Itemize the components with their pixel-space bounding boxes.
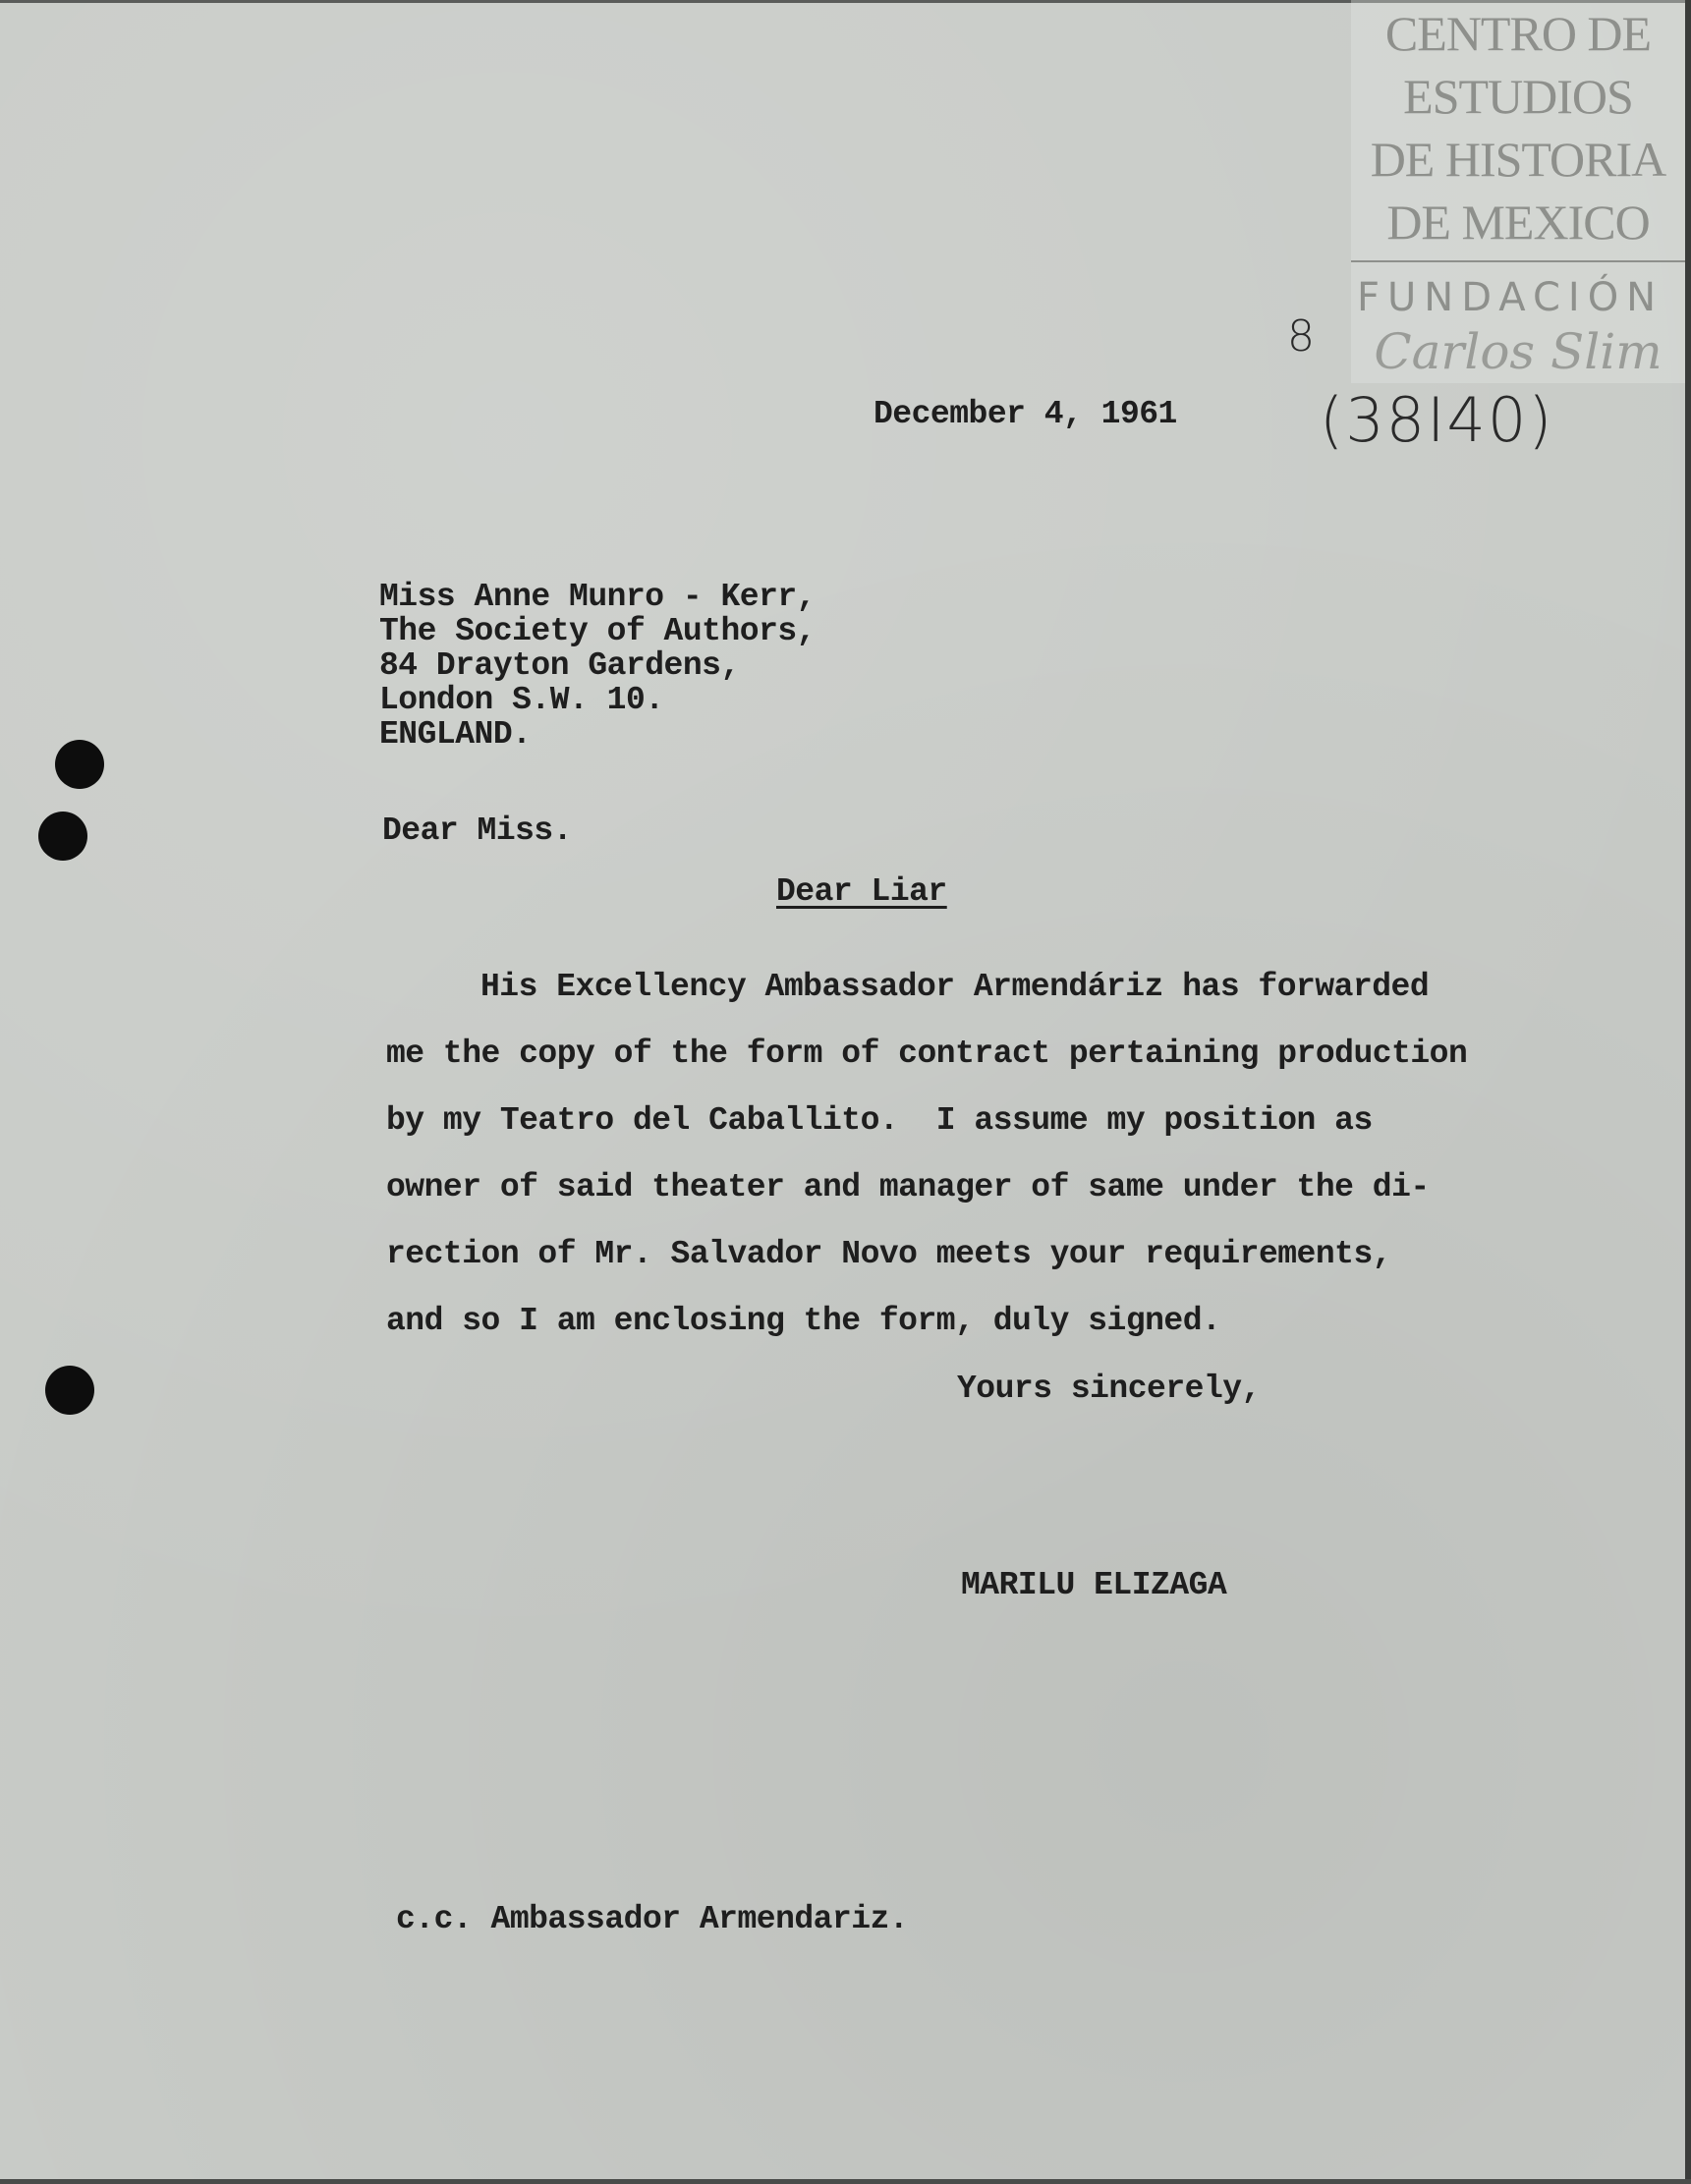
body-line: rection of Mr. Salvador Novo meets your requirements, <box>386 1236 1392 1272</box>
body-line: by my Teatro del Caballito. I assume my position as <box>386 1102 1373 1139</box>
body-line: me the copy of the form of contract pertaining production <box>386 1036 1468 1072</box>
stamp-line: DE HISTORIA <box>1370 132 1666 187</box>
stamp-foundation: FUNDACIÓN <box>1357 275 1664 320</box>
closing: Yours sincerely, <box>957 1371 1261 1407</box>
letter-date: December 4, 1961 <box>874 396 1177 432</box>
subject-heading: Dear Liar <box>776 873 947 910</box>
body-line: and so I am enclosing the form, duly signed. <box>386 1303 1221 1339</box>
punch-hole <box>55 740 104 789</box>
address-line: Miss Anne Munro - Kerr, <box>379 579 816 615</box>
carbon-copy-line: c.c. Ambassador Armendariz. <box>396 1901 909 1937</box>
address-line: ENGLAND. <box>379 716 532 753</box>
stamp-line: CENTRO DE <box>1384 6 1652 61</box>
address-line: London S.W. 10. <box>379 682 664 718</box>
address-line: The Society of Authors, <box>379 613 816 649</box>
address-line: 84 Drayton Gardens, <box>379 647 740 684</box>
archive-stamp-watermark <box>1351 0 1685 383</box>
body-line: His Excellency Ambassador Armendáriz has forwarded <box>480 969 1430 1005</box>
stamp-signature: Carlos Slim <box>1374 323 1663 380</box>
page-edge-right <box>1685 0 1691 2184</box>
punch-hole <box>38 812 87 861</box>
stamp-line: ESTUDIOS <box>1403 69 1633 124</box>
signature-name: MARILU ELIZAGA <box>961 1567 1227 1603</box>
punch-hole <box>45 1366 94 1415</box>
stamp-divider <box>1351 260 1685 262</box>
body-line: owner of said theater and manager of same under the di- <box>386 1169 1430 1205</box>
handwritten-reference: (38I40) <box>1320 384 1554 456</box>
handwritten-page-number: 8 <box>1287 311 1315 362</box>
stamp-line: DE MEXICO <box>1386 195 1650 250</box>
page-edge-bottom <box>0 2179 1691 2184</box>
salutation: Dear Miss. <box>382 812 573 849</box>
